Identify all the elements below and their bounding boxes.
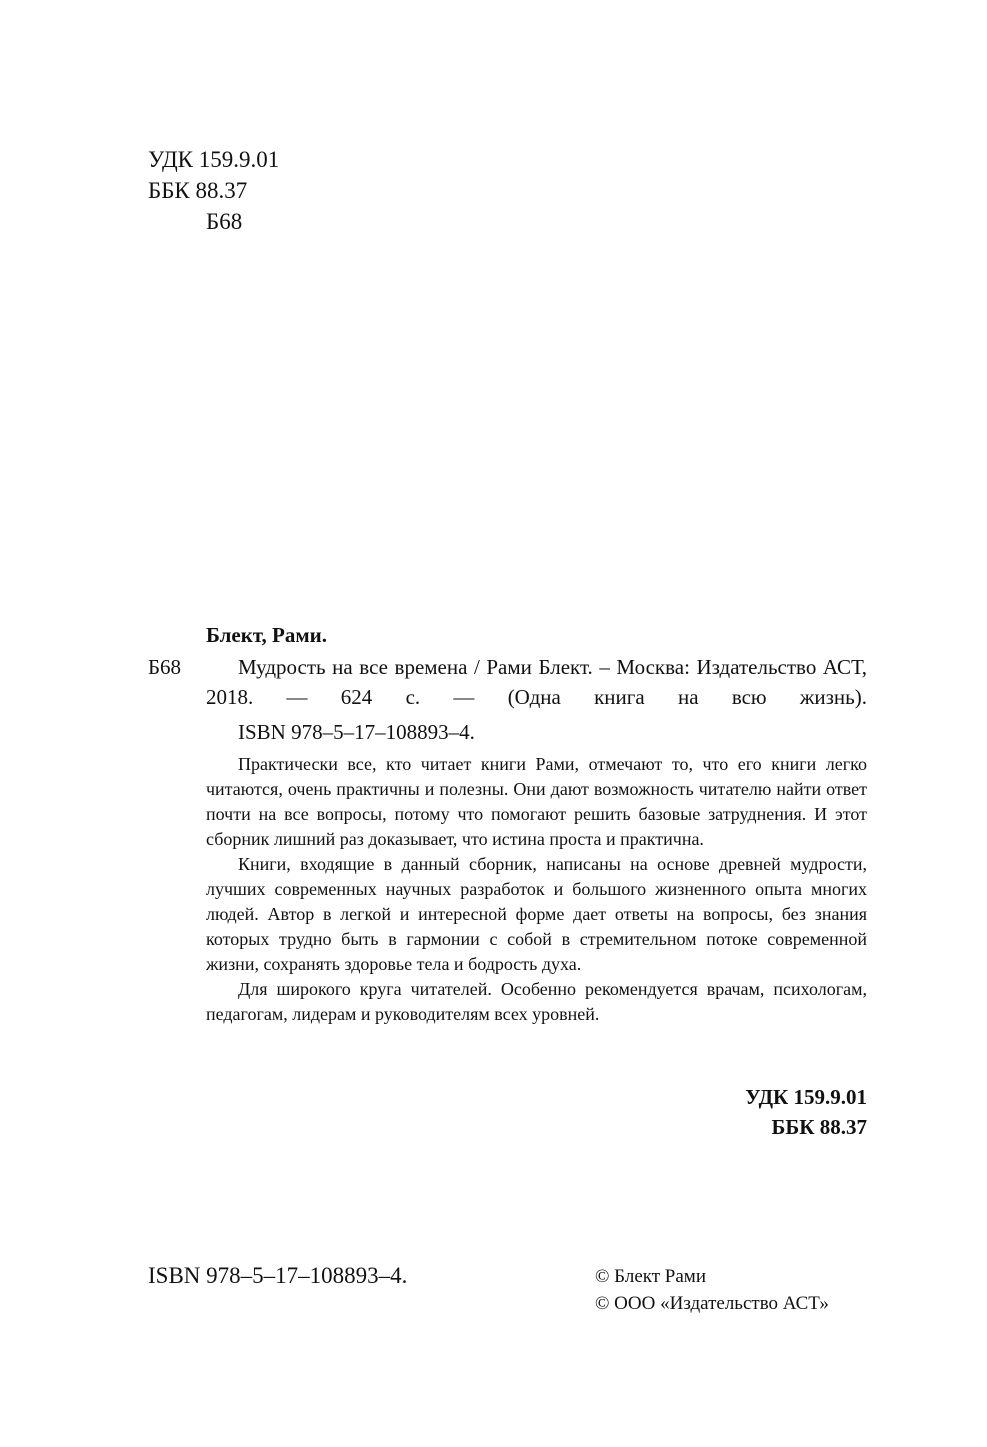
copyright-author: © Блект Рами: [595, 1266, 706, 1287]
annotation-paragraph-1: Практически все, кто читает книги Рами, отмечают то, что его книги легко читаются, очень практичны и полезны. Они дают возможность читателю найти ответ почти на все вопросы, потому что помогают решить базовые затруднения. И этот сборник лишний раз доказывает, что истина проста и практична.: [206, 754, 867, 849]
copyright-block: [595, 1263, 829, 1317]
classification-codes: [600, 1082, 867, 1142]
bbk-code-top: ББК 88.37: [148, 178, 248, 203]
annotation-paragraph-3: Для широкого круга читателей. Особенно рекомендуется врачам, психологам, педагогам, лидерам и руководителям всех уровней.: [206, 979, 867, 1024]
author-heading: Блект, Рами.: [206, 623, 328, 647]
author-mark-top: Б68: [206, 209, 243, 234]
annotation-paragraph-2: Книги, входящие в данный сборник, написаны на основе древней мудрости, лучших современных научных разработок и большого жизненного опыта многих людей. Автор в легкой и интересной форме дает ответы на вопросы, без знания которых трудно быть в гармонии с собой в стремительном потоке современной жизни, сохранять здоровье тела и бодрость духа.: [206, 854, 867, 974]
entry-isbn: ISBN 978–5–17–108893–4.: [238, 720, 475, 744]
annotation: [206, 752, 867, 1027]
author-mark: Б68: [148, 655, 182, 679]
udk-code: УДК 159.9.01: [745, 1085, 867, 1109]
copyright-publisher: © ООО «Издательство АСТ»: [595, 1293, 829, 1314]
footer-isbn: ISBN 978–5–17–108893–4.: [148, 1263, 408, 1288]
bibliographic-description: Мудрость на все времена / Рами Блект. – Москва: Издательство АСТ, 2018. — 624 с. — (Одна книга на всю жизнь).: [206, 655, 867, 709]
udk-code-top: УДК 159.9.01: [148, 147, 280, 172]
bbk-code: ББК 88.37: [771, 1115, 867, 1139]
